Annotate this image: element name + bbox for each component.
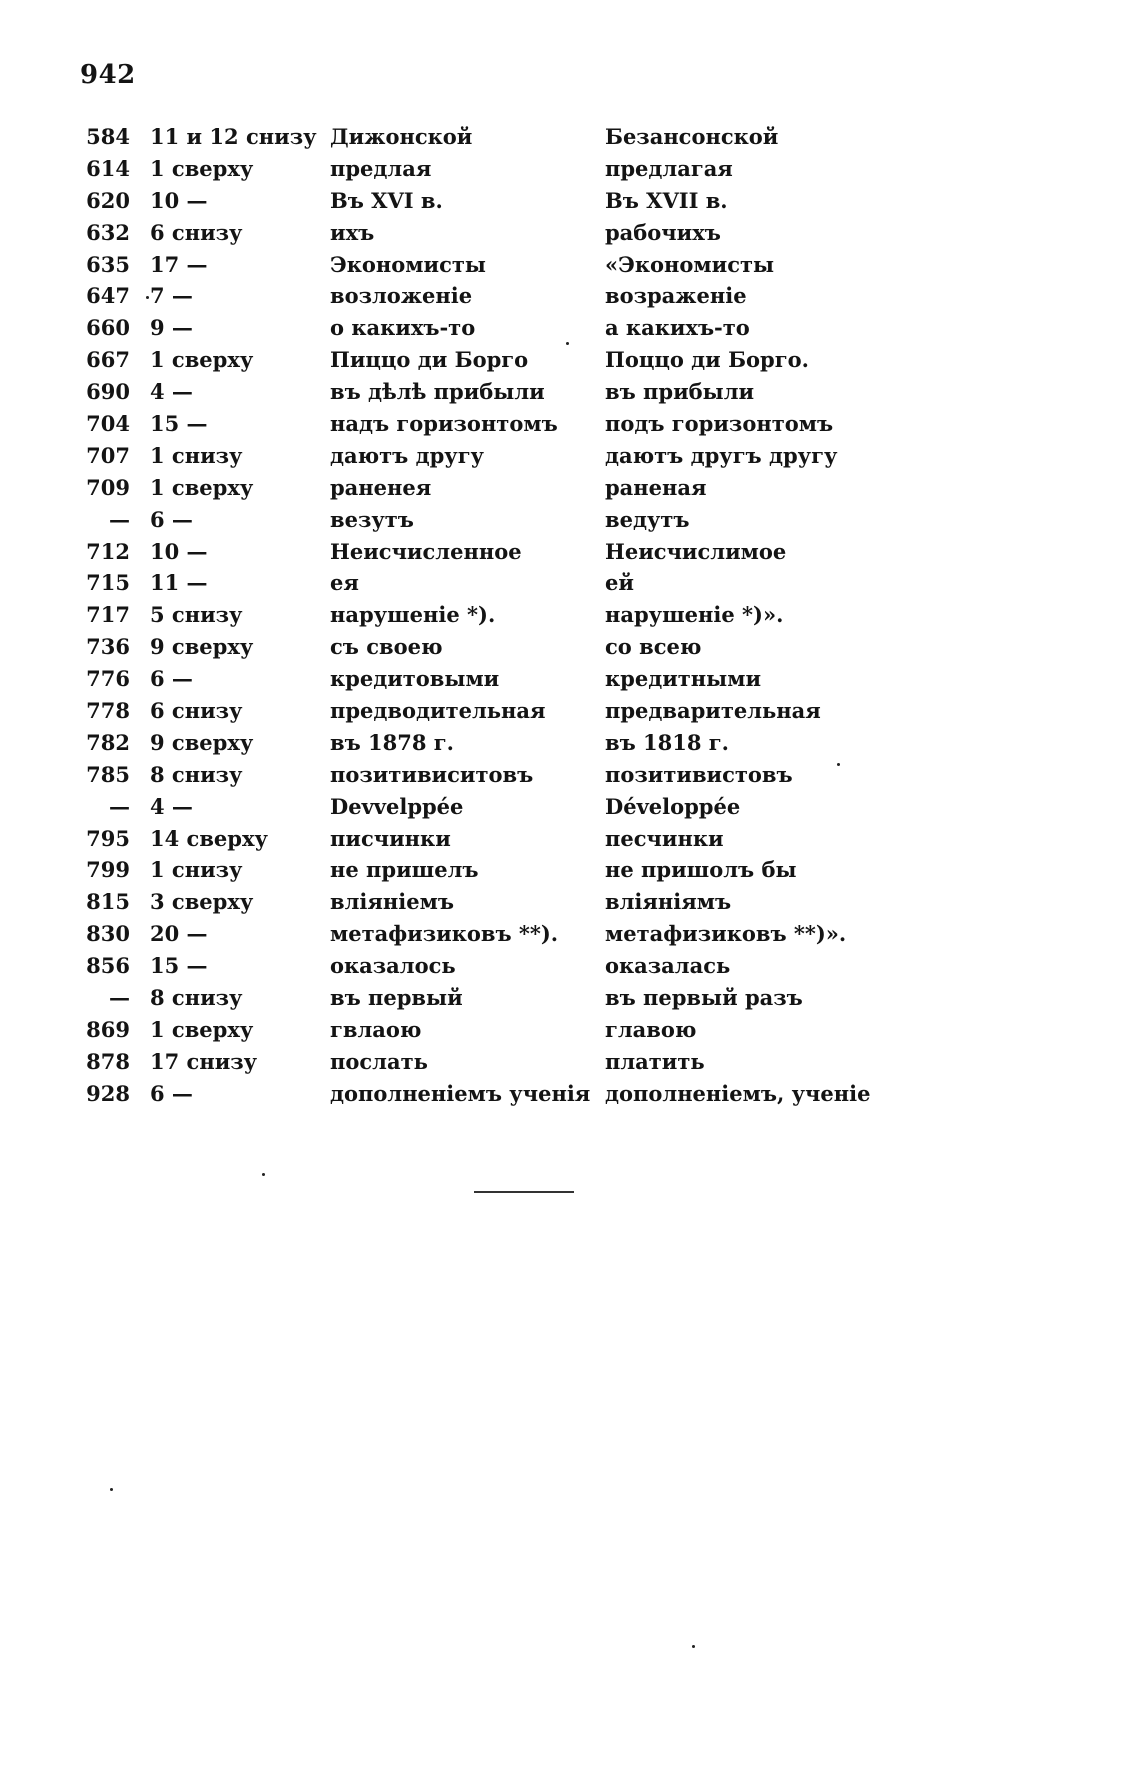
errata-correction: раненая (605, 474, 707, 500)
errata-line: 7 — (150, 283, 193, 309)
errata-row (0, 759, 900, 791)
errata-line: 10 — (150, 187, 208, 213)
errata-page: 614 (86, 155, 130, 181)
errata-page: 869 (86, 1016, 130, 1042)
errata-correction: въ прибыли (605, 379, 755, 405)
errata-row (0, 249, 900, 281)
errata-page: 782 (86, 729, 130, 755)
errata-page: 707 (86, 442, 130, 468)
errata-misprint: возложеніе (330, 283, 473, 309)
errata-misprint: везутъ (330, 506, 414, 532)
errata-page: 660 (86, 315, 130, 341)
errata-row (0, 440, 900, 472)
errata-line: 6 — (150, 506, 193, 532)
errata-page: 647 (86, 283, 130, 309)
errata-row (0, 1014, 900, 1046)
errata-misprint: кредитовыми (330, 666, 500, 692)
errata-page: 620 (86, 187, 130, 213)
errata-line: 9 сверху (150, 729, 254, 755)
errata-misprint: метафизиковъ **). (330, 921, 559, 947)
errata-row (0, 217, 900, 249)
errata-correction: «Экономисты (605, 251, 775, 277)
errata-misprint: ихъ (330, 219, 375, 245)
errata-correction: главою (605, 1016, 697, 1042)
errata-row (0, 695, 900, 727)
print-speck (837, 763, 840, 766)
errata-page: 776 (86, 666, 130, 692)
errata-line: 9 — (150, 315, 193, 341)
print-speck (146, 296, 149, 299)
errata-page: 709 (86, 474, 130, 500)
print-speck (110, 1488, 113, 1491)
errata-row (0, 536, 900, 568)
errata-line: 17 снизу (150, 1048, 258, 1074)
page-number: 942 (80, 60, 136, 90)
errata-page: 799 (86, 857, 130, 883)
errata-line: 6 снизу (150, 698, 243, 724)
errata-line: 15 — (150, 411, 208, 437)
errata-correction: рабочихъ (605, 219, 721, 245)
errata-misprint: писчинки (330, 825, 451, 851)
errata-page: 778 (86, 698, 130, 724)
errata-correction: дополненіемъ, ученіе (605, 1080, 871, 1106)
errata-line: 6 — (150, 1080, 193, 1106)
errata-page: 878 (86, 1048, 130, 1074)
errata-row (0, 408, 900, 440)
print-speck (692, 1645, 695, 1648)
errata-correction: метафизиковъ **)». (605, 921, 847, 947)
errata-line: 4 — (150, 379, 193, 405)
errata-row (0, 1078, 900, 1110)
errata-misprint: Дижонской (330, 124, 473, 149)
errata-misprint: предлая (330, 155, 432, 181)
errata-correction: кредитными (605, 666, 762, 692)
errata-row (0, 950, 900, 982)
closing-rule (474, 1191, 574, 1193)
errata-row (0, 599, 900, 631)
errata-correction: даютъ другъ другу (605, 442, 838, 468)
errata-correction: въ 1818 г. (605, 729, 729, 755)
errata-misprint: съ своею (330, 634, 443, 660)
errata-correction: Безансонской (605, 124, 779, 149)
errata-misprint: Въ XVI в. (330, 187, 443, 213)
errata-misprint: даютъ другу (330, 442, 485, 468)
errata-line: 11 и 12 снизу (150, 124, 317, 149)
print-speck (262, 1173, 265, 1176)
errata-correction: нарушеніе *)». (605, 602, 784, 628)
errata-page: 856 (86, 953, 130, 979)
errata-row (0, 312, 900, 344)
errata-row (0, 854, 900, 886)
errata-line: 1 снизу (150, 442, 243, 468)
errata-correction: вліяніямъ (605, 889, 732, 915)
errata-line: 1 снизу (150, 857, 243, 883)
errata-correction: не пришолъ бы (605, 857, 797, 883)
errata-correction: Въ XVII в. (605, 187, 728, 213)
errata-row (0, 823, 900, 855)
errata-page: 785 (86, 761, 130, 787)
errata-row (0, 153, 900, 185)
errata-page: 712 (86, 538, 130, 564)
errata-line: 11 — (150, 570, 208, 596)
errata-row (0, 121, 900, 153)
errata-line: 20 — (150, 921, 208, 947)
errata-row (0, 185, 900, 217)
errata-row (0, 663, 900, 695)
errata-misprint: въ дѣлѣ прибыли (330, 379, 545, 405)
errata-correction: позитивистовъ (605, 761, 793, 787)
errata-misprint: ея (330, 570, 359, 596)
errata-page: 632 (86, 219, 130, 245)
errata-row (0, 727, 900, 759)
errata-line: 5 снизу (150, 602, 243, 628)
errata-correction: подъ горизонтомъ (605, 411, 834, 437)
errata-correction: а какихъ-то (605, 315, 750, 341)
errata-misprint: предводительная (330, 698, 546, 724)
errata-page: — (109, 793, 130, 819)
errata-page: 690 (86, 379, 130, 405)
errata-line: 1 сверху (150, 347, 254, 373)
errata-row (0, 631, 900, 663)
errata-line: 3 сверху (150, 889, 254, 915)
errata-row (0, 504, 900, 536)
errata-correction: песчинки (605, 825, 724, 851)
errata-correction: возраженіе (605, 283, 747, 309)
errata-correction: въ первый разъ (605, 985, 803, 1011)
errata-misprint: послать (330, 1048, 428, 1074)
errata-line: 6 — (150, 666, 193, 692)
errata-page: 795 (86, 825, 130, 851)
errata-correction: предварительная (605, 698, 821, 724)
errata-row (0, 472, 900, 504)
errata-misprint: нарушеніе *). (330, 602, 496, 628)
errata-page: 928 (86, 1080, 130, 1106)
errata-row (0, 918, 900, 950)
errata-row (0, 982, 900, 1014)
errata-misprint: надъ горизонтомъ (330, 411, 558, 437)
errata-page: 736 (86, 634, 130, 660)
errata-line: 1 сверху (150, 1016, 254, 1042)
errata-line: 4 — (150, 793, 193, 819)
errata-correction: Développée (605, 793, 741, 819)
errata-line: 15 — (150, 953, 208, 979)
errata-correction: ведутъ (605, 506, 690, 532)
errata-misprint: Devvelppée (330, 793, 464, 819)
errata-row (0, 567, 900, 599)
errata-row (0, 376, 900, 408)
errata-correction: предлагая (605, 155, 733, 181)
errata-line: 8 снизу (150, 761, 243, 787)
errata-misprint: Экономисты (330, 251, 486, 277)
errata-misprint: не пришелъ (330, 857, 479, 883)
errata-row (0, 344, 900, 376)
errata-misprint: вліяніемъ (330, 889, 454, 915)
errata-correction: Поццо ди Борго. (605, 347, 809, 373)
errata-line: 6 снизу (150, 219, 243, 245)
errata-correction: ей (605, 570, 634, 596)
errata-table (0, 121, 900, 1110)
print-speck (566, 342, 569, 345)
errata-correction: со всею (605, 634, 702, 660)
errata-page: 635 (86, 251, 130, 277)
errata-row (0, 1046, 900, 1078)
errata-line: 10 — (150, 538, 208, 564)
errata-misprint: въ 1878 г. (330, 729, 454, 755)
errata-misprint: раненея (330, 474, 432, 500)
errata-misprint: позитивиситовъ (330, 761, 534, 787)
errata-misprint: оказалось (330, 953, 456, 979)
errata-line: 1 сверху (150, 474, 254, 500)
errata-misprint: въ первый (330, 985, 463, 1011)
errata-page: 584 (86, 124, 130, 149)
errata-correction: платить (605, 1048, 705, 1074)
errata-line: 17 — (150, 251, 208, 277)
errata-page: — (109, 506, 130, 532)
errata-line: 9 сверху (150, 634, 254, 660)
errata-misprint: Пиццо ди Борго (330, 347, 529, 373)
errata-row (0, 886, 900, 918)
errata-page: 815 (86, 889, 130, 915)
errata-row (0, 280, 900, 312)
errata-page: 667 (86, 347, 130, 373)
errata-row (0, 791, 900, 823)
errata-page: 717 (86, 602, 130, 628)
errata-correction: оказалась (605, 953, 731, 979)
errata-correction: Неисчислимое (605, 538, 787, 564)
errata-line: 8 снизу (150, 985, 243, 1011)
errata-misprint: Неисчисленное (330, 538, 522, 564)
errata-misprint: дополненіемъ ученія (330, 1080, 591, 1106)
errata-page: 715 (86, 570, 130, 596)
errata-line: 1 сверху (150, 155, 254, 181)
errata-page: 830 (86, 921, 130, 947)
errata-page: 704 (86, 411, 130, 437)
errata-page: — (109, 985, 130, 1011)
errata-misprint: о какихъ-то (330, 315, 476, 341)
errata-misprint: гвлаою (330, 1016, 422, 1042)
errata-line: 14 сверху (150, 825, 268, 851)
